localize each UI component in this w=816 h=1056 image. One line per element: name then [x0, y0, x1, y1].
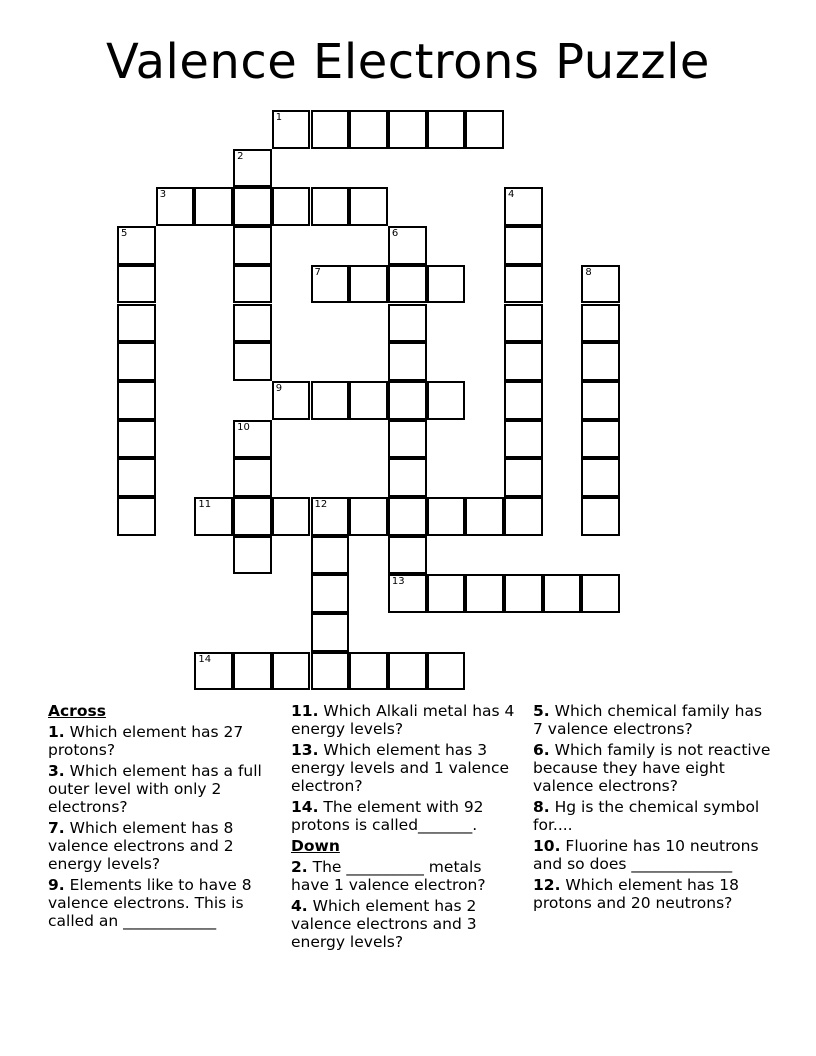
crossword-cell[interactable] [311, 110, 350, 149]
crossword-cell[interactable] [504, 497, 543, 536]
crossword-cell[interactable] [581, 458, 620, 497]
crossword-cell[interactable] [349, 110, 388, 149]
crossword-cell[interactable] [388, 420, 427, 459]
crossword-cell[interactable] [272, 652, 311, 691]
cell-number: 9 [275, 382, 283, 394]
clue-down-6: 6. Which family is not reactive because they have eight valence electrons? [533, 741, 771, 795]
crossword-cell[interactable] [388, 304, 427, 343]
crossword-cell[interactable] [388, 574, 427, 613]
crossword-cell[interactable] [427, 381, 466, 420]
cell-number: 8 [585, 266, 592, 278]
clue-across-3: 3. Which element has a full outer level with only 2 electrons? [48, 762, 262, 816]
crossword-cell[interactable] [233, 497, 272, 536]
crossword-cell[interactable] [349, 652, 388, 691]
crossword-cell[interactable] [349, 497, 388, 536]
crossword-cell[interactable] [233, 420, 272, 459]
crossword-cell[interactable] [349, 187, 388, 226]
clue-across-1: 1. Which element has 27 protons? [48, 723, 244, 759]
crossword-cell[interactable] [581, 497, 620, 536]
cell-number: 14 [198, 653, 212, 665]
clue-down-10: 10. Fluorine has 10 neutrons and so does _____________ [533, 837, 759, 873]
cell-number: 7 [314, 266, 321, 278]
crossword-cell[interactable] [581, 304, 620, 343]
crossword-cell[interactable] [504, 420, 543, 459]
clue-down-2: 2. The __________ metals have 1 valence electron? [291, 858, 486, 894]
crossword-cell[interactable] [388, 381, 427, 420]
crossword-cell[interactable] [465, 574, 504, 613]
cell-number: 1 [275, 112, 283, 123]
crossword-cell[interactable] [233, 187, 272, 226]
crossword-cell[interactable] [311, 574, 350, 613]
clue-down-5: 5. Which chemical family has 7 valence electrons? [533, 702, 763, 738]
crossword-cell[interactable] [117, 458, 156, 497]
clues-column-3 [533, 702, 773, 915]
clue-across-13: 13. Which element has 3 energy levels and 1 valence electron? [291, 741, 510, 795]
crossword-cell[interactable] [504, 342, 543, 381]
cell-number: 2 [237, 150, 244, 162]
crossword-cell[interactable] [504, 265, 543, 304]
crossword-cell[interactable] [311, 652, 350, 691]
crossword-cell[interactable] [581, 342, 620, 381]
crossword-cell[interactable] [504, 226, 543, 265]
cell-number: 13 [391, 576, 405, 588]
crossword-cell[interactable] [272, 110, 311, 149]
puzzle-title: Valence Electrons Puzzle [106, 34, 710, 90]
crossword-cell[interactable] [504, 304, 543, 343]
crossword-cell[interactable] [194, 497, 233, 536]
crossword-cell[interactable] [581, 420, 620, 459]
across-heading: Across [48, 702, 106, 720]
cell-number: 4 [508, 189, 515, 201]
crossword-cell[interactable] [543, 574, 582, 613]
clues-column-2 [291, 702, 523, 954]
crossword-cell[interactable] [233, 304, 272, 343]
crossword-cell[interactable] [272, 497, 311, 536]
crossword-cell[interactable] [233, 652, 272, 691]
crossword-cell[interactable] [388, 458, 427, 497]
clue-down-12: 12. Which element has 18 protons and 20 neutrons? [533, 876, 740, 912]
crossword-cell[interactable] [311, 381, 350, 420]
crossword-cell[interactable] [272, 187, 311, 226]
crossword-cell[interactable] [311, 187, 350, 226]
crossword-cell[interactable] [272, 381, 311, 420]
crossword-cell[interactable] [504, 458, 543, 497]
crossword-cell[interactable] [504, 187, 543, 226]
cell-number: 5 [121, 228, 128, 240]
crossword-cell[interactable] [117, 497, 156, 536]
clue-across-9: 9. Elements like to have 8 valence electrons. This is called an ____________ [48, 876, 252, 930]
crossword-cell[interactable] [117, 304, 156, 343]
crossword-cell[interactable] [233, 265, 272, 304]
crossword-cell[interactable] [465, 110, 504, 149]
clues-column-1 [48, 702, 280, 933]
clue-across-7: 7. Which element has 8 valence electrons and 2 energy levels? [48, 819, 234, 873]
crossword-cell[interactable] [504, 381, 543, 420]
crossword-cell[interactable] [427, 110, 466, 149]
crossword-cell[interactable] [117, 381, 156, 420]
crossword-cell[interactable] [427, 574, 466, 613]
crossword-cell[interactable] [233, 458, 272, 497]
crossword-cell[interactable] [465, 497, 504, 536]
crossword-cell[interactable] [349, 265, 388, 304]
crossword-cell[interactable] [388, 497, 427, 536]
crossword-cell[interactable] [581, 574, 620, 613]
crossword-cell[interactable] [233, 342, 272, 381]
cell-number: 3 [159, 189, 167, 201]
crossword-cell[interactable] [427, 265, 466, 304]
clue-down-4: 4. Which element has 2 valence electrons and 3 energy levels? [291, 897, 477, 951]
cell-number: 12 [314, 499, 328, 510]
crossword-cell[interactable] [388, 226, 427, 265]
crossword-cell[interactable] [581, 381, 620, 420]
crossword-cell[interactable] [311, 613, 350, 652]
crossword-cell[interactable] [311, 265, 350, 304]
crossword-cell[interactable] [388, 342, 427, 381]
crossword-cell[interactable] [504, 574, 543, 613]
crossword-cell[interactable] [233, 536, 272, 575]
crossword-cell[interactable] [581, 265, 620, 304]
crossword-cell[interactable] [117, 420, 156, 459]
crossword-cell[interactable] [117, 342, 156, 381]
crossword-cell[interactable] [117, 226, 156, 265]
crossword-cell[interactable] [233, 226, 272, 265]
crossword-cell[interactable] [388, 110, 427, 149]
clue-down-8: 8. Hg is the chemical symbol for.... [533, 798, 760, 834]
crossword-cell[interactable] [349, 381, 388, 420]
cell-number: 11 [198, 499, 212, 510]
cell-number: 6 [391, 228, 399, 240]
crossword-cell[interactable] [311, 497, 350, 536]
crossword-cell[interactable] [233, 149, 272, 188]
crossword-cell[interactable] [156, 187, 195, 226]
crossword-cell[interactable] [194, 187, 233, 226]
crossword-cell[interactable] [427, 652, 466, 691]
crossword-cell[interactable] [427, 497, 466, 536]
crossword-cell[interactable] [311, 536, 350, 575]
crossword-cell[interactable] [117, 265, 156, 304]
clue-across-14: 14. The element with 92 protons is called_______. [291, 798, 484, 834]
clue-across-11: 11. Which Alkali metal has 4 energy levels? [291, 702, 515, 738]
crossword-cell[interactable] [388, 265, 427, 304]
crossword-cell[interactable] [388, 652, 427, 691]
crossword-cell[interactable] [388, 536, 427, 575]
crossword-cell[interactable] [194, 652, 233, 691]
cell-number: 10 [237, 421, 250, 433]
down-heading: Down [291, 837, 340, 855]
